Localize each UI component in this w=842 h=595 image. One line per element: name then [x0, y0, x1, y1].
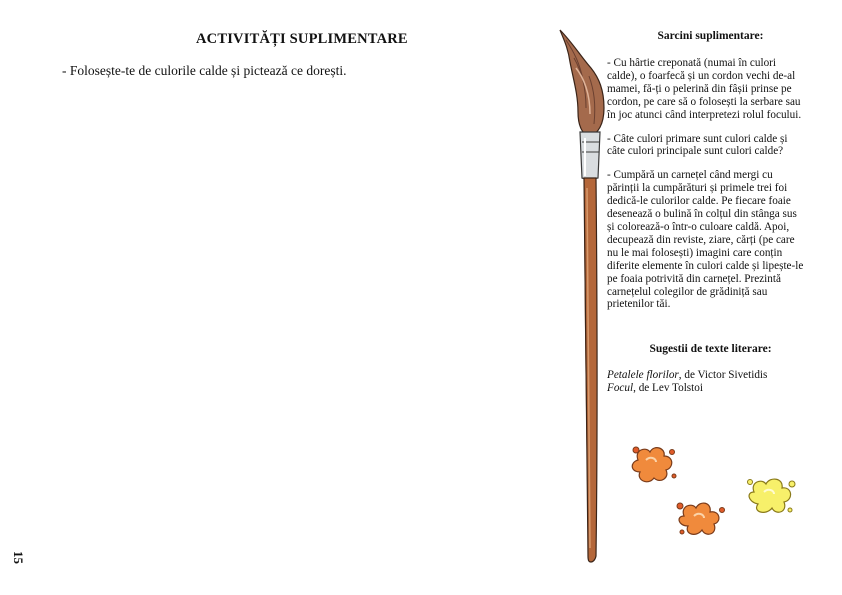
- literature-author: , de Victor Sivetidis: [678, 369, 768, 382]
- brush-ferrule: [580, 132, 600, 180]
- tasks-list: [607, 57, 814, 311]
- brush-handle: [584, 178, 597, 562]
- literature-title: Focul: [607, 382, 634, 395]
- literature-item: [607, 369, 814, 382]
- page-number: 15: [11, 551, 26, 564]
- paint-splats: [622, 438, 812, 548]
- literature-author: , de Lev Tolstoi: [633, 382, 703, 395]
- page-heading: ACTIVITĂȚI SUPLIMENTARE: [196, 31, 408, 47]
- orange-splat-icon: [632, 447, 676, 482]
- task-item: - Cu hârtie creponată (numai în culori calde), o foarfecă și un cordon vechi de-al mamei, fă-ți o pelerină din fâșii prinse pe cordon, pe care să o folosești la serbare sau în joc atunci când interpretezi rolul focului.: [607, 57, 802, 121]
- activity-instruction: - Folosește-te de culorile calde și pictează ce dorești.: [62, 63, 347, 78]
- literature-title: Petalele florilor: [607, 369, 679, 382]
- task-item: - Câte culori primare sunt culori calde și câte culori principale sunt culori calde?: [607, 132, 788, 158]
- yellow-splat-icon: [748, 479, 796, 512]
- literature-heading: Sugestii de texte literare:: [649, 343, 772, 356]
- tasks-heading: Sarcini suplimentare:: [657, 30, 764, 42]
- paintbrush-icon: [556, 28, 608, 563]
- literature-item: [607, 382, 814, 395]
- orange-splat-icon: [677, 503, 725, 534]
- task-item: - Cumpără un carnețel când mergi cu părinții la cumpărături și primele trei foi dedică-le culorilor calde. Pe fiecare foaie desenează o bulină în colțul din stânga sus și colorează-o într-o culoare caldă. Apoi, decupează din reviste, ziare, cărți (pe care nu le mai folosești) imagini care conțin diferite elemente în culori calde și lipește-le pe foaia potrivită din carnețel. Prezintă carnețelul colegilor de grădiniță sau prietenilor tăi.: [607, 169, 804, 311]
- right-page: [607, 30, 814, 395]
- brush-bristles: [560, 30, 604, 136]
